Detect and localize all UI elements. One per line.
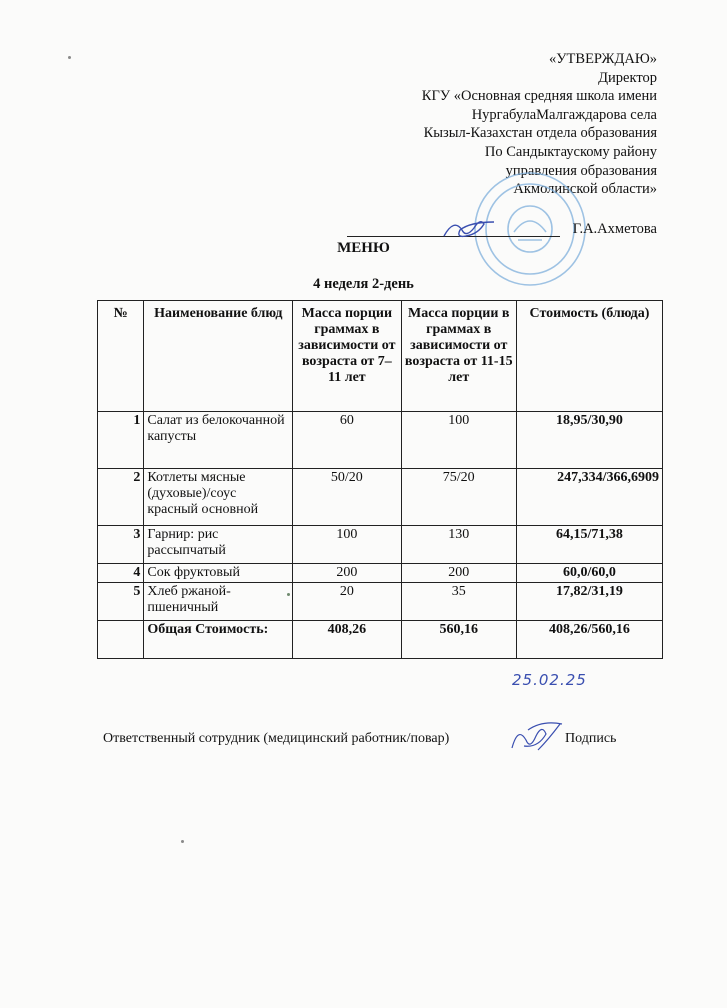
row-mass-11-15: 200 xyxy=(401,564,516,583)
header-mass-7-11: Масса порции граммах в зависимости от возраста от 7–11 лет xyxy=(293,301,401,412)
row-mass-7-11: 200 xyxy=(293,564,401,583)
total-mass-7-11: 408,26 xyxy=(293,621,401,659)
approval-line: Кызыл-Казахстан отдела образования xyxy=(423,125,657,142)
table-header-row xyxy=(98,301,663,412)
header-mass-11-15: Масса порции в граммах в зависимости от возраста от 11-15 лет xyxy=(401,301,516,412)
approval-line: «УТВЕРЖДАЮ» xyxy=(549,51,657,67)
header-num: № xyxy=(98,301,144,412)
row-dish: Хлеб ржаной-пшеничный xyxy=(144,583,293,621)
table-row xyxy=(98,526,663,564)
table-row xyxy=(98,564,663,583)
handwritten-date-text: 25.02.25 xyxy=(512,671,587,689)
total-label: Общая Стоимость: xyxy=(144,621,293,659)
table-row xyxy=(98,583,663,621)
table-total-row xyxy=(98,621,663,659)
row-cost: 64,15/71,38 xyxy=(516,526,662,564)
total-mass-11-15: 560,16 xyxy=(401,621,516,659)
menu-subtitle: 4 неделя 2-день xyxy=(313,276,414,292)
total-cost: 408,26/560,16 xyxy=(516,621,662,659)
header-dish: Наименование блюд xyxy=(144,301,293,412)
table-row xyxy=(98,469,663,526)
row-cost: 18,95/30,90 xyxy=(516,412,662,469)
row-num: 2 xyxy=(98,469,144,526)
scan-speck xyxy=(287,593,290,596)
row-cost: 247,334/366,6909 xyxy=(516,469,662,526)
row-num: 5 xyxy=(98,583,144,621)
handwritten-date xyxy=(510,671,630,689)
approval-line: Акмолинской области» xyxy=(513,181,657,198)
row-mass-7-11: 50/20 xyxy=(293,469,401,526)
row-cost: 60,0/60,0 xyxy=(516,564,662,583)
row-num: 3 xyxy=(98,526,144,564)
approval-line: Директор xyxy=(598,69,657,86)
row-dish: Котлеты мясные (духовые)/соус красный основной xyxy=(144,469,293,526)
row-dish: Гарнир: рис рассыпчатый xyxy=(144,526,293,564)
scan-speck xyxy=(181,840,184,843)
approval-line: управления образования xyxy=(505,162,657,179)
row-mass-7-11: 60 xyxy=(293,412,401,469)
director-name: Г.А.Ахметова xyxy=(572,221,657,237)
responsible-label: Ответственный сотрудник (медицинский работник/повар) xyxy=(103,731,450,746)
row-mass-11-15: 130 xyxy=(401,526,516,564)
approval-line: По Сандыктаускому району xyxy=(484,143,657,160)
row-mass-11-15: 75/20 xyxy=(401,469,516,526)
menu-table xyxy=(97,300,663,659)
signature-label: Подпись xyxy=(565,731,617,746)
total-num-cell xyxy=(98,621,144,659)
row-dish: Сок фруктовый xyxy=(144,564,293,583)
approval-line: КГУ «Основная средняя школа имени xyxy=(421,88,657,105)
header-cost: Стоимость (блюда) xyxy=(516,301,662,412)
row-mass-11-15: 35 xyxy=(401,583,516,621)
approval-line: НургабулаМалгаждарова села xyxy=(471,106,657,123)
row-mass-11-15: 100 xyxy=(401,412,516,469)
row-dish: Салат из белокочанной капусты xyxy=(144,412,293,469)
menu-title: МЕНЮ xyxy=(337,240,390,256)
responsible-signature xyxy=(508,720,566,758)
row-mass-7-11: 100 xyxy=(293,526,401,564)
row-num: 1 xyxy=(98,412,144,469)
row-mass-7-11: 20 xyxy=(293,583,401,621)
scan-speck xyxy=(68,56,71,59)
row-num: 4 xyxy=(98,564,144,583)
table-row xyxy=(98,412,663,469)
row-cost: 17,82/31,19 xyxy=(516,583,662,621)
